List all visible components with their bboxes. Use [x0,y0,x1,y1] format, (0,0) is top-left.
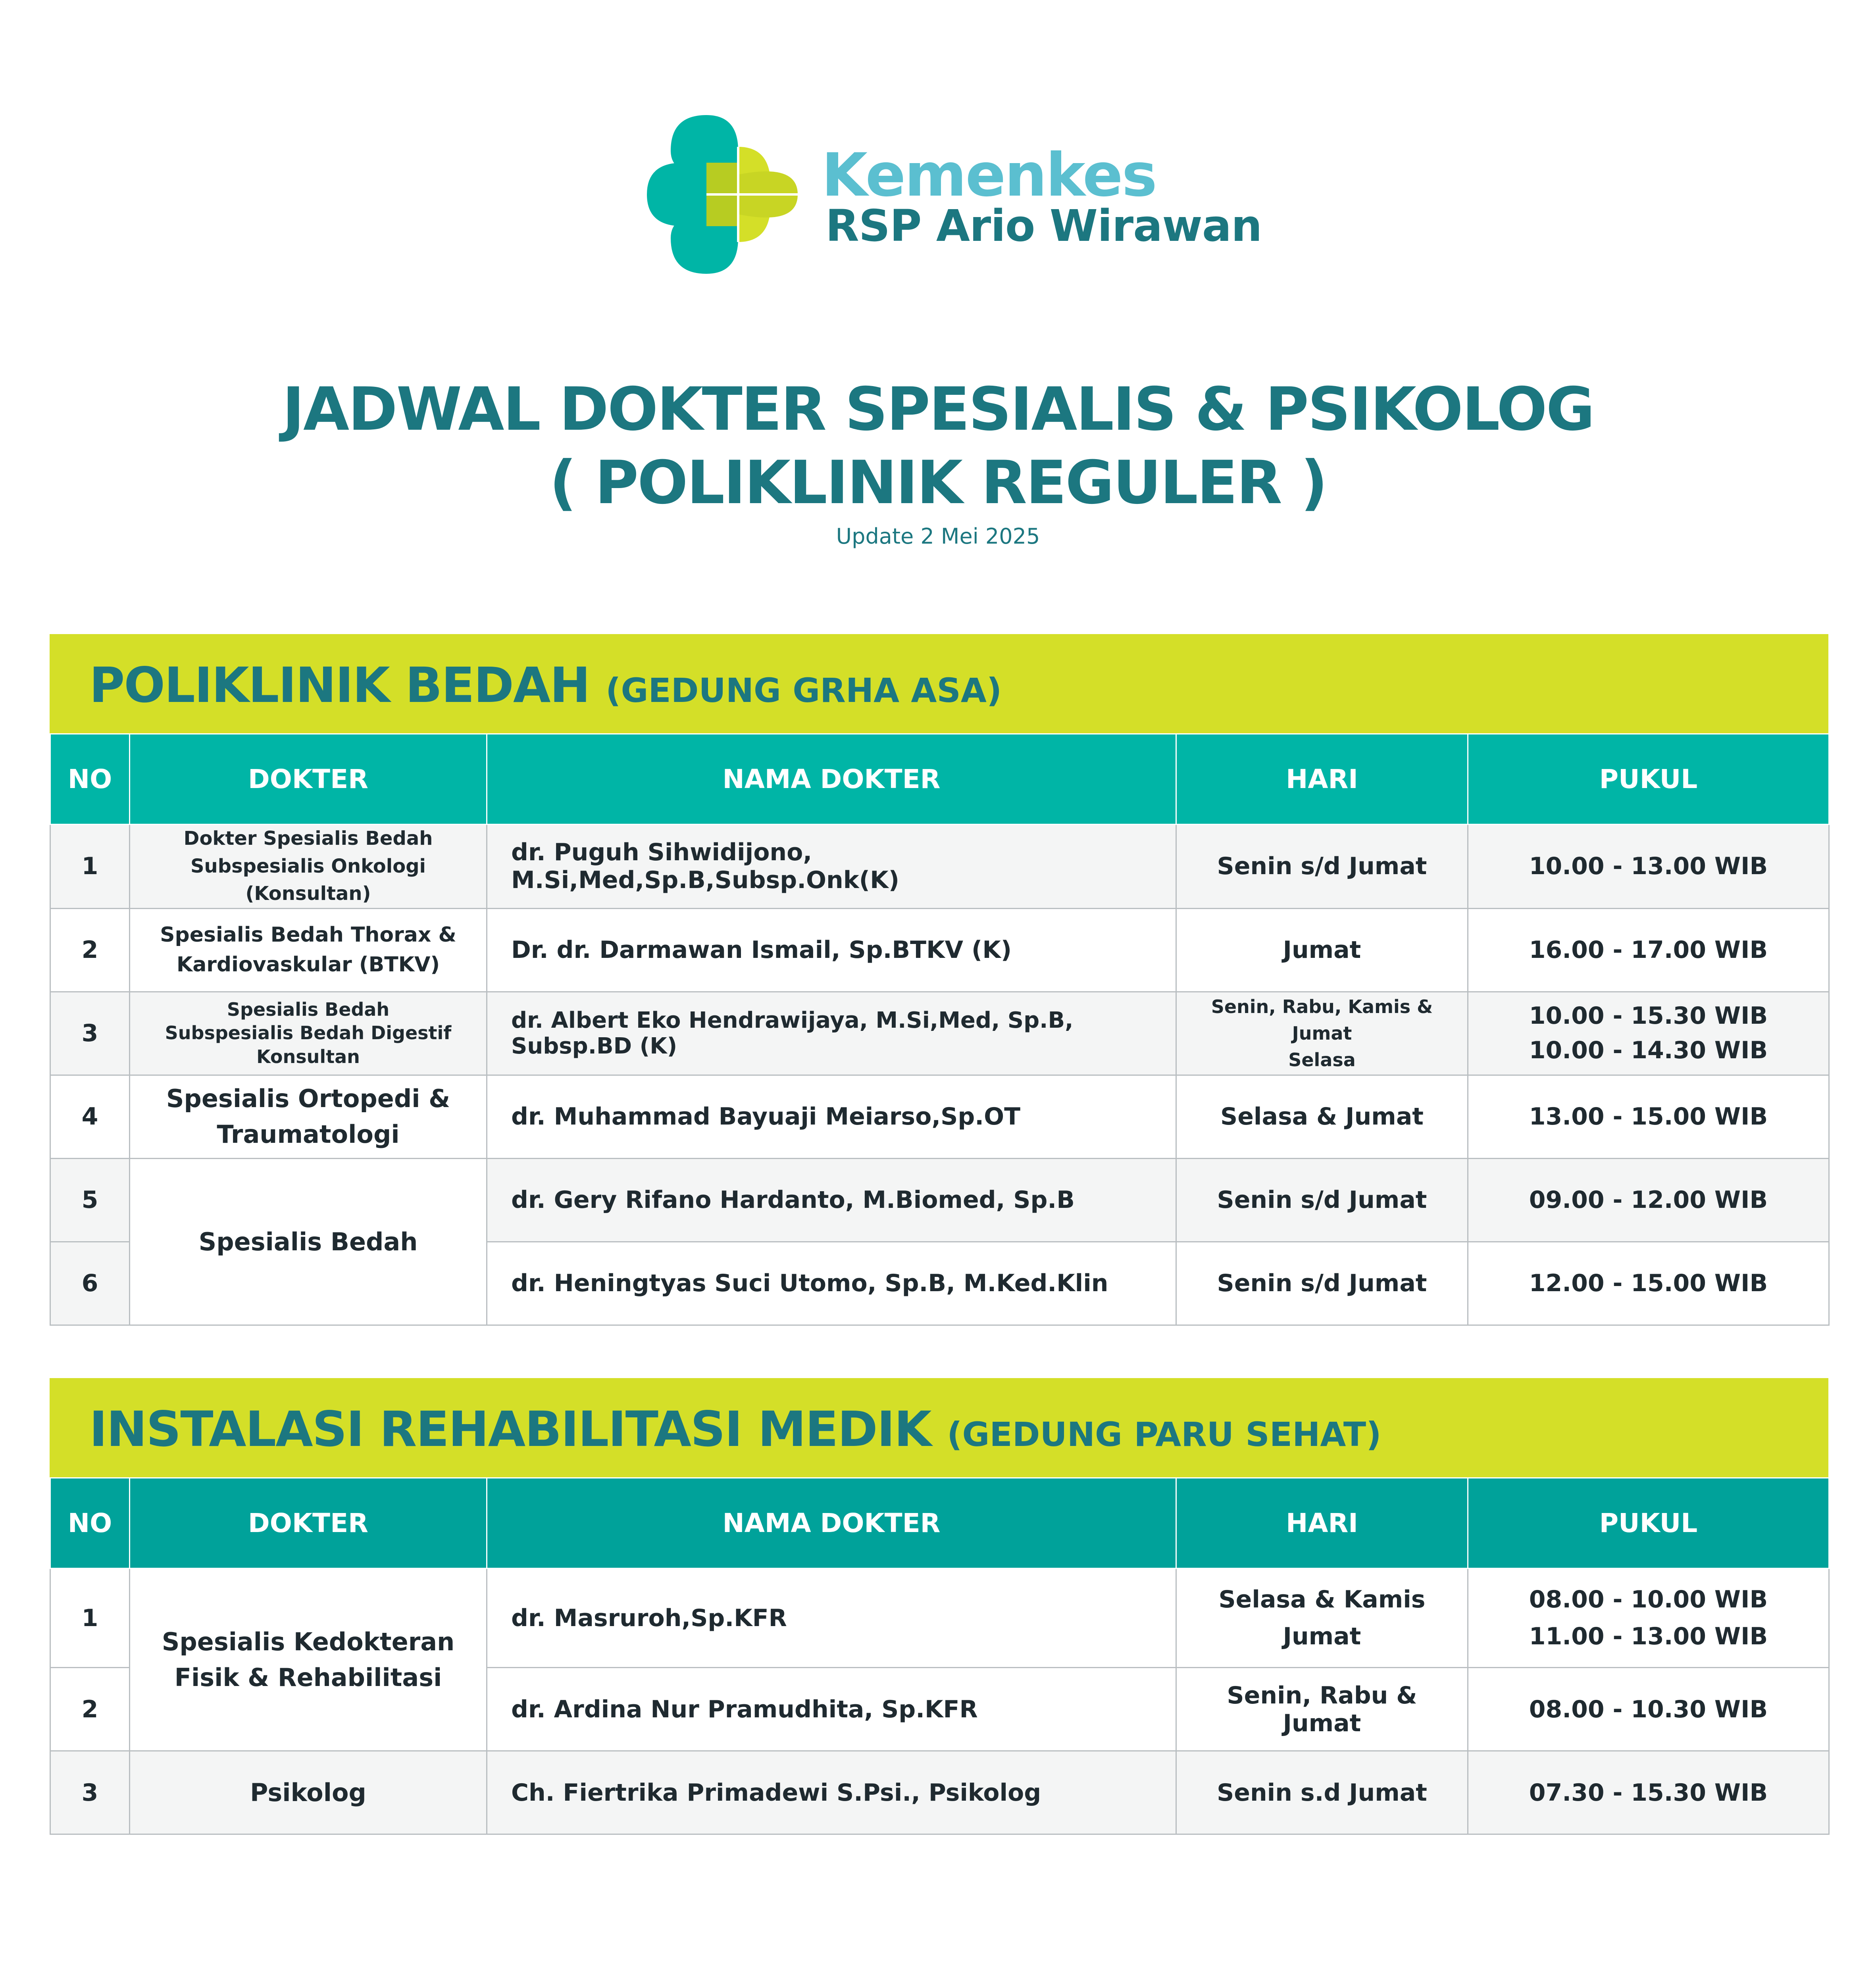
col-pukul: PUKUL [1468,1478,1829,1569]
doctor-name: dr. Muhammad Bayuaji Meiarso,Sp.OT [487,1075,1176,1158]
section-title-location: (GEDUNG PARU SEHAT) [947,1415,1382,1454]
table-row [50,1569,1829,1668]
time-cell: 10.00 - 13.00 WIB [1468,825,1829,909]
time-cell: 13.00 - 15.00 WIB [1468,1075,1829,1158]
time-line: 10.00 - 15.30 WIB [1529,1002,1768,1030]
schedule-table-rehabilitasi [50,1477,1830,1835]
day-cell: Jumat [1176,908,1468,992]
table-row [50,1158,1829,1242]
doctor-name: Dr. dr. Darmawan Ismail, Sp.BTKV (K) [487,908,1176,992]
doctor-name: dr. Ardina Nur Pramudhita, Sp.KFR [487,1668,1176,1751]
time-cell: 09.00 - 12.00 WIB [1468,1158,1829,1242]
time-cell: 07.30 - 15.30 WIB [1468,1751,1829,1834]
brand-name: Kemenkes [822,141,1156,210]
page-subtitle: ( POLIKLINIK REGULER ) [549,448,1327,517]
time-cell: 08.00 - 10.30 WIB [1468,1668,1829,1751]
day-cell: Senin s/d Jumat [1176,825,1468,909]
section-band-bedah [50,634,1828,733]
row-number: 3 [50,1751,130,1834]
row-number: 5 [50,1158,130,1242]
time-cell: 12.00 - 15.00 WIB [1468,1242,1829,1325]
specialty-line: Spesialis Kedokteran [162,1627,455,1656]
col-nama-dokter: NAMA DOKTER [487,734,1176,825]
doctor-name: dr. Gery Rifano Hardanto, M.Biomed, Sp.B [487,1158,1176,1242]
row-number: 1 [50,825,130,909]
doctor-name: dr. Puguh Sihwidijono, M.Si,Med,Sp.B,Subsp.Onk(K) [487,825,1176,909]
doctor-name: dr. Heningtyas Suci Utomo, Sp.B, M.Ked.Klin [487,1242,1176,1325]
col-no: NO [50,1478,130,1569]
section-band-rehabilitasi [50,1378,1828,1477]
section-title [89,1401,1382,1457]
hospital-name: RSP Ario Wirawan [825,200,1262,251]
day-cell [1176,992,1468,1075]
specialty-line: Kardiovaskular (BTKV) [176,953,440,977]
specialty-cell: Psikolog [130,1751,487,1834]
time-line: 10.00 - 14.30 WIB [1529,1036,1768,1065]
specialty-line: Konsultan [256,1046,360,1068]
table-row [50,825,1829,909]
specialty-line: Spesialis Ortopedi & [166,1084,450,1113]
row-number: 2 [50,908,130,992]
table-row [50,1075,1829,1158]
section-title [89,657,1002,713]
time-cell [1468,992,1829,1075]
row-number: 6 [50,1242,130,1325]
row-number: 3 [50,992,130,1075]
update-date: Update 2 Mei 2025 [836,524,1040,549]
specialty-line: Fisik & Rehabilitasi [174,1663,442,1692]
day-cell [1176,1569,1468,1668]
day-line: Senin, Rabu, Kamis & Jumat [1211,996,1433,1044]
day-cell: Senin s/d Jumat [1176,1242,1468,1325]
row-number: 2 [50,1668,130,1751]
specialty-line: Spesialis Bedah Thorax & [160,923,456,947]
day-cell: Selasa & Jumat [1176,1075,1468,1158]
table-header-row [50,734,1829,825]
day-line: Jumat [1283,1622,1361,1650]
specialty-cell [130,1569,487,1751]
day-line: Selasa & Kamis [1218,1585,1426,1613]
row-number: 1 [50,1569,130,1668]
specialty-cell [130,825,487,909]
doctor-name: dr. Albert Eko Hendrawijaya, M.Si,Med, Sp.B, Subsp.BD (K) [487,992,1176,1075]
col-hari: HARI [1176,1478,1468,1569]
specialty-line: Spesialis Bedah [227,998,390,1020]
time-cell [1468,1569,1829,1668]
section-title-main: POLIKLINIK BEDAH [89,657,590,713]
specialty-cell [130,992,487,1075]
col-dokter: DOKTER [130,734,487,825]
doctor-name: Ch. Fiertrika Primadewi S.Psi., Psikolog [487,1751,1176,1834]
col-pukul: PUKUL [1468,734,1829,825]
col-hari: HARI [1176,734,1468,825]
row-number: 4 [50,1075,130,1158]
doctor-name: dr. Masruroh,Sp.KFR [487,1569,1176,1668]
specialty-line: Subspesialis Bedah Digestif [165,1022,452,1044]
table-row [50,908,1829,992]
table-row [50,992,1829,1075]
specialty-cell: Spesialis Bedah [130,1158,487,1325]
time-line: 08.00 - 10.00 WIB [1529,1585,1768,1613]
day-line: Selasa [1288,1049,1356,1071]
specialty-line: Traumatologi [217,1120,400,1149]
day-cell: Senin s/d Jumat [1176,1158,1468,1242]
page-title: JADWAL DOKTER SPESIALIS & PSIKOLOG [282,375,1594,444]
specialty-line: Dokter Spesialis Bedah [183,827,433,850]
table-row [50,1751,1829,1834]
schedule-table-bedah [50,733,1830,1326]
specialty-cell [130,1075,487,1158]
table-header-row [50,1478,1829,1569]
col-dokter: DOKTER [130,1478,487,1569]
col-no: NO [50,734,130,825]
section-title-location: (GEDUNG GRHA ASA) [606,671,1002,710]
time-cell: 16.00 - 17.00 WIB [1468,908,1829,992]
kemenkes-logo [647,115,798,274]
specialty-cell [130,908,487,992]
day-cell: Senin, Rabu & Jumat [1176,1668,1468,1751]
col-nama-dokter: NAMA DOKTER [487,1478,1176,1569]
time-line: 11.00 - 13.00 WIB [1529,1622,1768,1650]
specialty-line: Subspesialis Onkologi (Konsultan) [190,855,426,905]
section-title-main: INSTALASI REHABILITASI MEDIK [89,1401,931,1457]
day-cell: Senin s.d Jumat [1176,1751,1468,1834]
